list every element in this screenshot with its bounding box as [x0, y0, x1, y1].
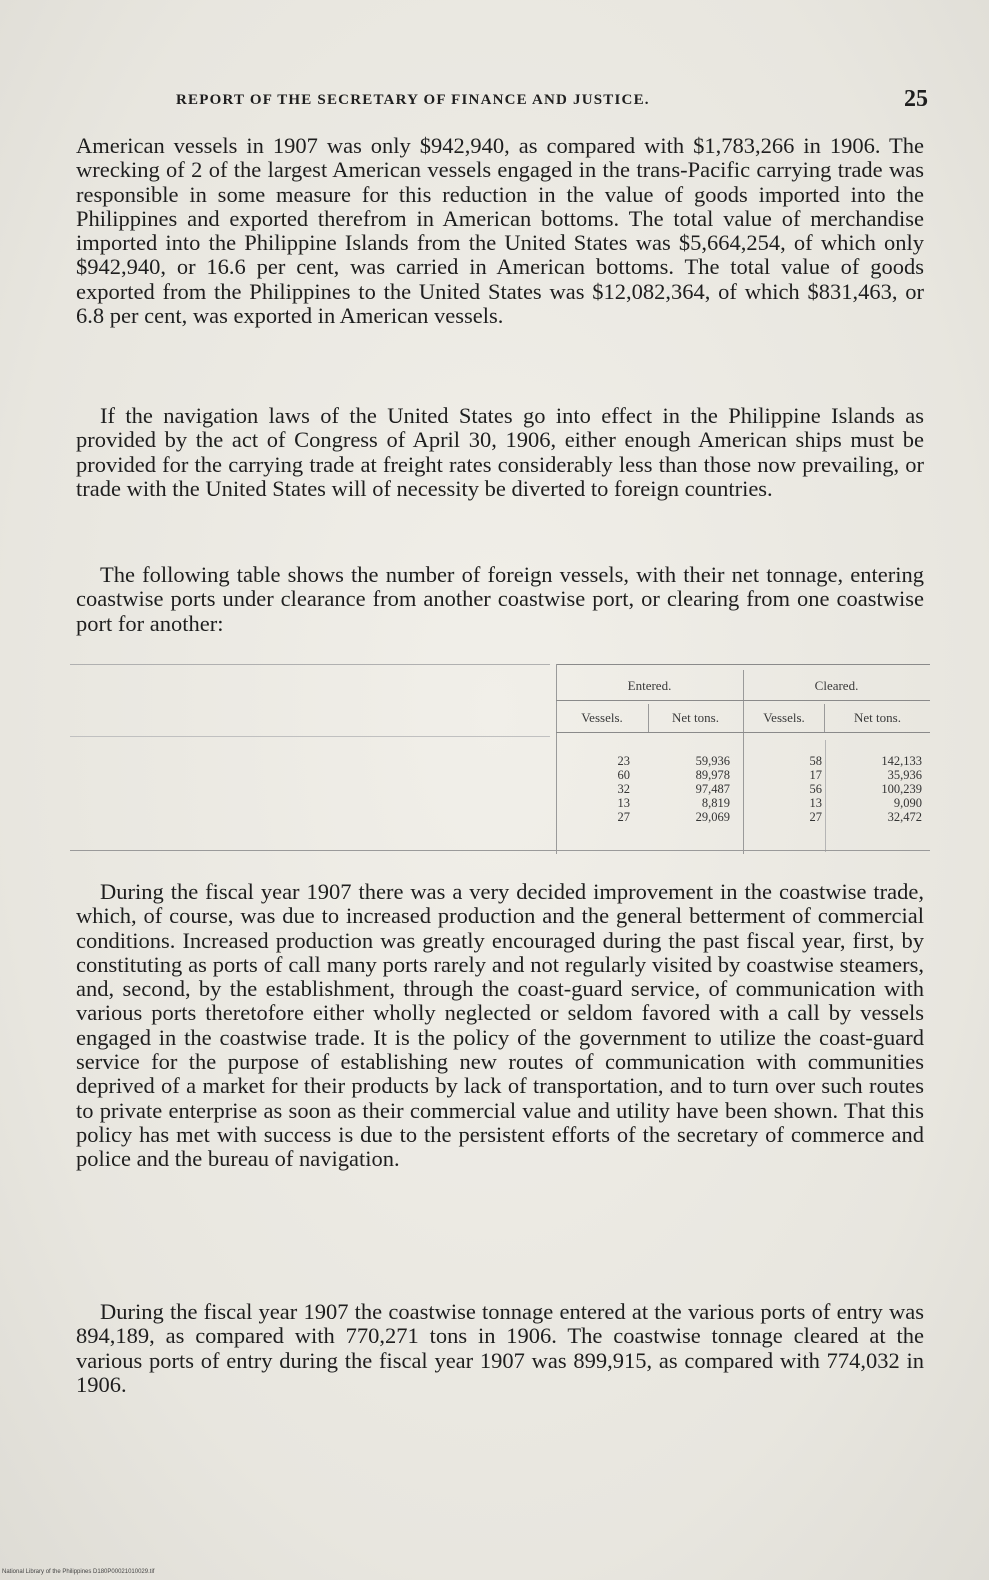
cleared-tons: 9,090 [893, 796, 922, 810]
entered-vessels: 32 [617, 782, 630, 796]
scan-footer: National Library of the Philippines D180P00021010029.tif [2, 1569, 155, 1575]
cleared-vessels: 27 [809, 810, 822, 824]
paragraph-2: If the navigation laws of the United States go into effect in the Philippine Islands as provided by the act of Congress of April 30, 1906, either enough American ships must be provided for the carrying trade at freight rates considerably less than those now prevailing, or trade with the United States will of necessity be diverted to foreign countries. [76, 403, 924, 501]
running-head: REPORT OF THE SECRETARY OF FINANCE AND JUSTICE. [176, 92, 650, 108]
page-header [168, 86, 938, 126]
table-row [70, 796, 930, 809]
header-cleared-net-tons: Net tons. [854, 710, 901, 725]
entered-tons: 89,978 [695, 768, 730, 782]
entered-tons: 8,819 [701, 796, 730, 810]
paragraph-3: The following table shows the number of foreign vessels, with their net tonnage, entering coastwise ports under clearance from another coastwise port, or clearing from one coastwise port for another: [76, 562, 924, 636]
entered-tons: 97,487 [695, 782, 730, 796]
table-row [70, 810, 930, 823]
header-cleared: Cleared. [814, 678, 859, 693]
entered-vessels: 23 [617, 754, 630, 768]
paragraph-1: American vessels in 1907 was only $942,940, as compared with $1,783,266 in 1906. The wrecking of 2 of the largest American vessels engaged in the trans-Pacific carrying trade was responsible in some measure for this reduction in the value of goods imported into the Philippines and exported therefrom in American bottoms. The total value of merchandise imported into the Philippine Islands from the United States was $5,664,254, of which only $942,940, or 16.6 per cent, was carried in American bottoms. The total value of goods exported from the Philippines to the United States was $12,082,364, of which $831,463, or 6.8 per cent, was exported in American vessels. [76, 133, 924, 329]
page-number: 25 [904, 86, 928, 112]
entered-vessels: 13 [617, 796, 630, 810]
table-row [70, 782, 930, 795]
cleared-vessels: 17 [809, 768, 822, 782]
entered-vessels: 60 [617, 768, 630, 782]
cleared-tons: 142,133 [881, 754, 922, 768]
cleared-vessels: 58 [809, 754, 822, 768]
cleared-tons: 100,239 [881, 782, 922, 796]
entered-tons: 29,069 [695, 810, 730, 824]
paragraph-4: During the fiscal year 1907 there was a very decided improvement in the coastwise trade, which, of course, was due to increased production and the general betterment of commercial conditions. Increased production was greatly encouraged during the past fiscal year, first, by constituting as ports of call many ports rarely and not regularly visited by coastwise steamers, and, second, by the establishment, through the coast-guard service, of communication with various ports theretofore either wholly neglected or seldom favored with a call by vessels engaged in the coastwise trade. It is the policy of the government to utilize the coast-guard service for the purpose of establishing new routes of communication with communities deprived of a market for their products by lack of transportation, and to turn over such routes to private enterprise as soon as their commercial value and utility have been shown. That this policy has met with success is due to the persistent efforts of the secretary of commerce and police and the bureau of navigation. [76, 879, 924, 1172]
header-entered: Entered. [627, 678, 672, 693]
paragraph-5: During the fiscal year 1907 the coastwise tonnage entered at the various ports of entry was 894,189, as compared with 770,271 tons in 1906. The coastwise tonnage cleared at the various ports of entry during the fiscal year 1907 was 899,915, as compared with 774,032 in 1906. [76, 1299, 924, 1397]
header-entered-vessels: Vessels. [581, 710, 623, 725]
entered-vessels: 27 [617, 810, 630, 824]
header-entered-net-tons: Net tons. [672, 710, 719, 725]
vessels-table [70, 662, 930, 860]
table-row [70, 768, 930, 781]
entered-tons: 59,936 [695, 754, 730, 768]
cleared-vessels: 56 [809, 782, 822, 796]
header-cleared-vessels: Vessels. [763, 710, 805, 725]
cleared-vessels: 13 [809, 796, 822, 810]
cleared-tons: 32,472 [887, 810, 922, 824]
cleared-tons: 35,936 [887, 768, 922, 782]
table-row [70, 754, 930, 767]
